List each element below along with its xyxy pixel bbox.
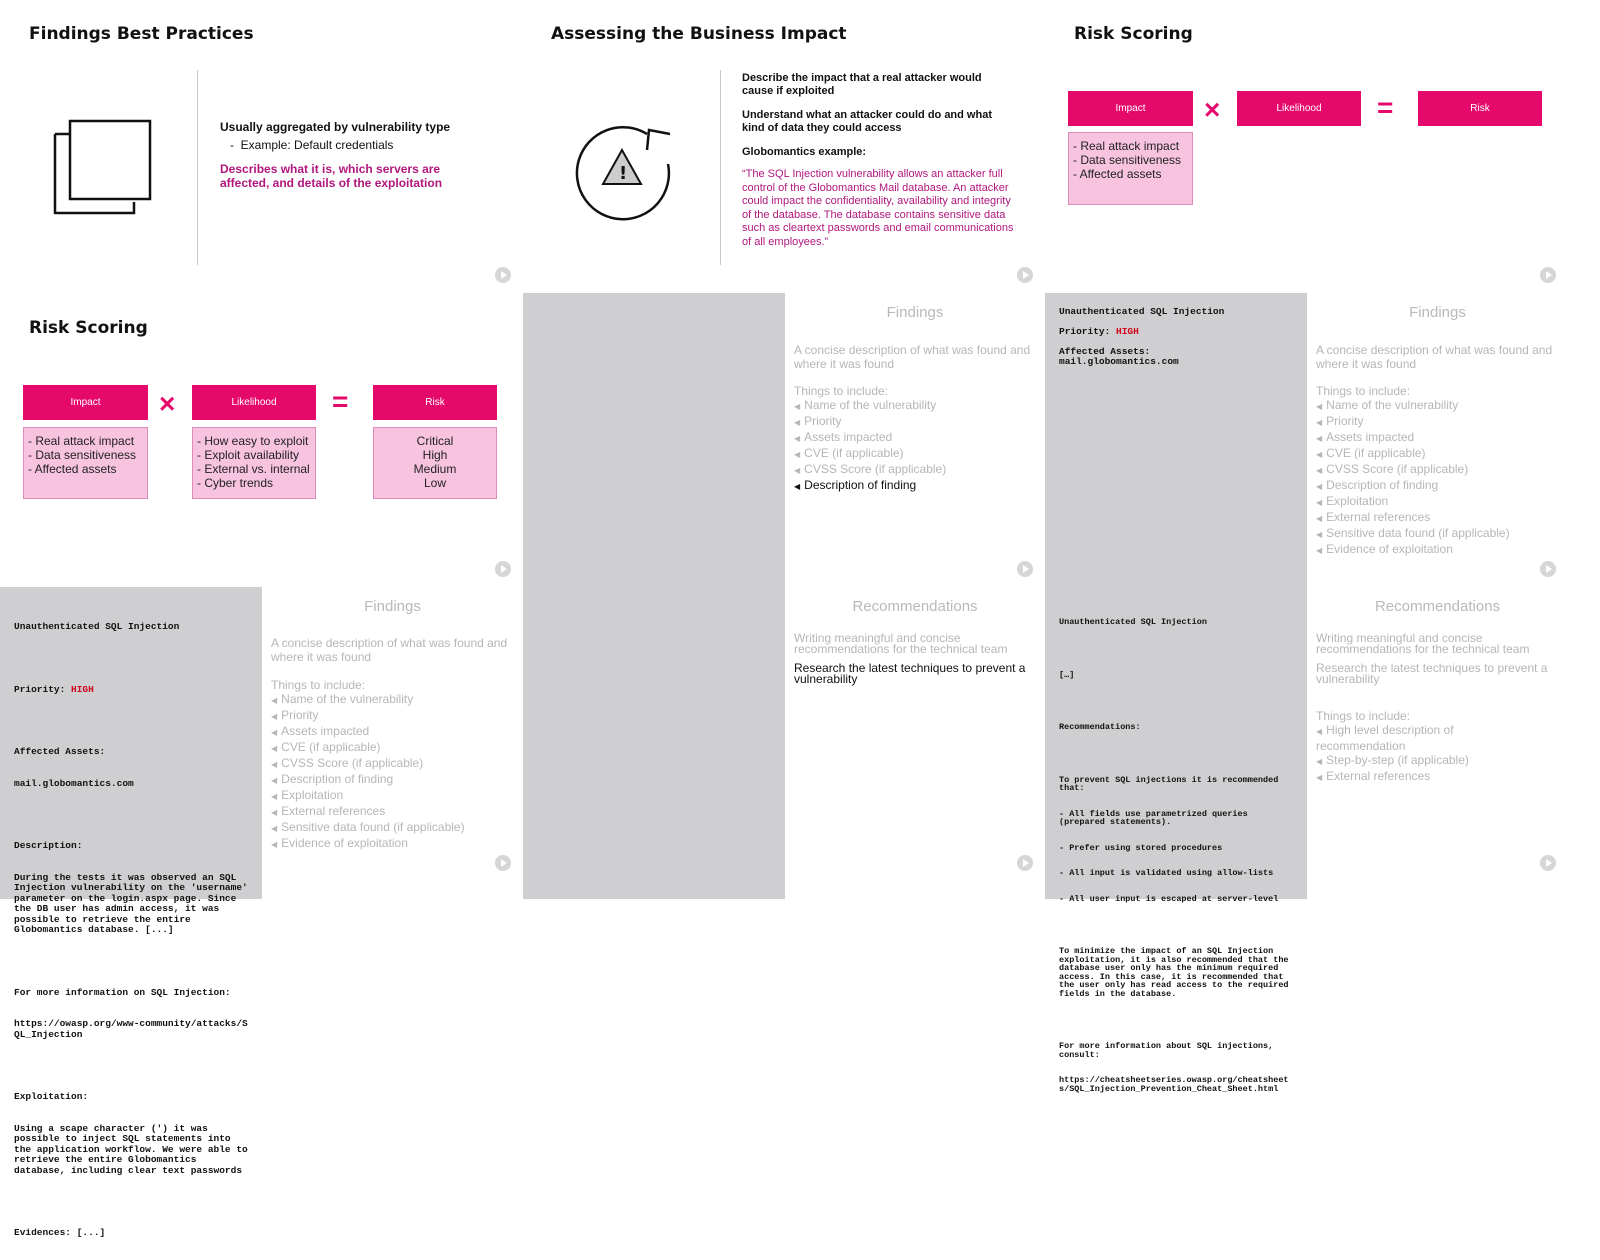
list-item-active: ◀ Description of finding (794, 478, 917, 492)
list-item-label: Description of finding (1326, 478, 1439, 492)
list-item: ◀ External references (271, 804, 386, 818)
likelihood-factors (192, 427, 316, 499)
rec-p1: Writing meaningful and concise recommendations for the technical team (1316, 631, 1530, 656)
slide-findings-best-practices (0, 0, 523, 293)
list-item: ◀ Name of the vulnerability (1316, 398, 1459, 412)
multiply-sign: × (1204, 94, 1221, 125)
list-item-label: Evidence of exploitation (1326, 542, 1453, 556)
assets-value: mail.globomantics.com (1059, 356, 1179, 367)
list-item: ◀ CVE (if applicable) (271, 740, 381, 754)
list-item-label: Name of the vulnerability (804, 398, 937, 412)
likelihood-factor: - External vs. internal (197, 462, 310, 476)
rec-item: - Prefer using stored procedures (1059, 842, 1223, 853)
list-item: ◀ Assets impacted (794, 430, 893, 444)
priority-line (1059, 327, 1139, 338)
list-item-label: CVSS Score (if applicable) (804, 462, 947, 476)
impact-factor: - Affected assets (28, 462, 117, 476)
assets-label: Affected Assets: (14, 746, 106, 757)
likelihood-factor: - How easy to exploit (197, 434, 309, 448)
list-item-label: Exploitation (1326, 494, 1389, 508)
list-item: ◀ Name of the vulnerability (794, 398, 937, 412)
list-item: ◀ Description of finding (271, 772, 394, 786)
highlight-text: Describes what it is, which servers are affected, and details of the exploitation (220, 162, 443, 190)
findings-panel (262, 587, 523, 899)
list-item: ◀ Priority (794, 414, 842, 428)
impact-factors (1068, 132, 1193, 205)
rec-p1: Writing meaningful and concise recommendations for the technical team (794, 631, 1008, 656)
include-list (1316, 398, 1510, 558)
list-item: ◀ High level description of recommendation (1316, 723, 1454, 753)
likelihood-factor: - Exploit availability (197, 448, 300, 462)
list-item: ◀ Name of the vulnerability (271, 692, 414, 706)
exploitation-text: Using a scape character (') it was possible to inject SQL statements into the application workflow. We were able to retrieve the entire Globomantics database, including clear text passwords (14, 1122, 254, 1176)
slide-title: Findings Best Practices (29, 24, 254, 44)
more-info-link[interactable]: https://owasp.org/www-community/attacks/SQL_Injection (14, 1018, 248, 1040)
code-panel-empty (523, 587, 785, 899)
list-item-label: Step-by-step (if applicable) (1326, 753, 1469, 767)
slide-risk-scoring-2 (0, 293, 523, 587)
impact-p2: Understand what an attacker could do and what kind of data they could access (742, 109, 992, 134)
list-item: ◀ CVE (if applicable) (1316, 446, 1426, 460)
warning-refresh-icon (575, 122, 675, 218)
slide-business-impact (523, 0, 1045, 293)
priority-label: Priority: (1059, 326, 1117, 337)
panel-title: Recommendations (1374, 598, 1501, 615)
list-item-label: Exploitation (281, 788, 344, 802)
risk-box: Risk (1418, 91, 1542, 126)
list-item-label: CVSS Score (if applicable) (281, 756, 424, 770)
list-item-label: CVE (if applicable) (804, 446, 904, 460)
rec-intro: To prevent SQL injections it is recommended that: (1059, 774, 1284, 793)
impact-factor: - Data sensitiveness (1073, 153, 1182, 167)
list-item: ◀ Evidence of exploitation (271, 836, 408, 850)
more-info-label: For more information about SQL injections, consult: (1059, 1041, 1279, 1060)
panel-description: A concise description of what was found and where it was found (1316, 343, 1553, 371)
list-item-label: Priority (281, 708, 319, 722)
likelihood-box: Likelihood (192, 385, 316, 420)
list-item: ◀ Step-by-step (if applicable) (1316, 753, 1469, 767)
ellipsis: […] (1059, 669, 1075, 680)
play-watermark-icon (1017, 855, 1033, 871)
panel-title: Findings (364, 598, 421, 615)
list-item-label: CVE (if applicable) (1326, 446, 1426, 460)
code-title: Unauthenticated SQL Injection (1059, 306, 1225, 317)
play-watermark-icon (495, 267, 511, 283)
assets-value: mail.globomantics.com (14, 777, 134, 789)
code-title: Unauthenticated SQL Injection (14, 621, 180, 632)
description-label: Description: (14, 840, 83, 851)
example-line: - Example: Default credentials (230, 138, 394, 152)
list-item: ◀ CVSS Score (if applicable) (271, 756, 424, 770)
include-list (271, 692, 465, 852)
equals-sign: = (1377, 92, 1394, 123)
panel-title: Findings (1409, 304, 1466, 321)
divider (197, 70, 198, 265)
equals-sign: = (332, 386, 349, 417)
impact-box: Impact (23, 385, 148, 420)
include-label: Things to include: (1316, 384, 1411, 398)
list-item: ◀ CVSS Score (if applicable) (1316, 462, 1469, 476)
slide-findings-full (0, 587, 523, 1238)
list-item-label: Description of finding (281, 772, 394, 786)
list-item-label: External references (281, 804, 386, 818)
rec-paragraph: To minimize the impact of an SQL Injection exploitation, it is also recommended that the database user only has the minimum required access. In this case, it is recommended that the user only has read access to the required fields in the database. (1059, 946, 1294, 999)
list-item-label: CVSS Score (if applicable) (1326, 462, 1469, 476)
recommendations-panel (1307, 587, 1568, 899)
priority-line (14, 685, 250, 696)
include-list (1316, 723, 1556, 785)
play-watermark-icon (1540, 855, 1556, 871)
slide-findings-description (523, 293, 1045, 587)
aggregated-heading: Usually aggregated by vulnerability type (220, 120, 451, 134)
slide-recommendations (523, 587, 1045, 899)
more-info-label: For more information on SQL Injection: (14, 986, 231, 998)
stacked-pages-icon (52, 118, 154, 216)
code-panel (1045, 293, 1307, 587)
include-label: Things to include: (1316, 709, 1411, 723)
description-text: During the tests it was observed an SQL Injection vulnerability on the 'username' parameter on the login.aspx page. Since the DB user has admin access, it was possible to retrieve the entire Globomantics database. [...] (14, 871, 254, 935)
list-item-label: Priority (804, 414, 842, 428)
code-title: Unauthenticated SQL Injection (1059, 617, 1207, 627)
risk-box: Risk (373, 385, 497, 420)
priority-value: HIGH (1116, 326, 1139, 337)
list-item-label: Name of the vulnerability (281, 692, 414, 706)
rec-item: - All input is validated using allow-lists (1059, 868, 1274, 878)
exploitation-label: Exploitation: (14, 1091, 89, 1102)
list-item-label: External references (1326, 769, 1431, 783)
impact-factor: - Real attack impact (28, 434, 135, 448)
slide-findings-code (1045, 293, 1568, 587)
list-item: ◀ Priority (271, 708, 319, 722)
play-watermark-icon (1540, 267, 1556, 283)
code-panel (1045, 587, 1307, 1094)
list-item: ◀ External references (1316, 769, 1431, 783)
include-list (794, 398, 946, 494)
play-watermark-icon (495, 561, 511, 577)
play-watermark-icon (1017, 267, 1033, 283)
risk-levels (373, 427, 497, 499)
recommendations-panel (785, 587, 1045, 899)
rec-item: - All user input is escaped at server-level (1059, 893, 1279, 904)
list-item-label: Evidence of exploitation (281, 836, 408, 850)
play-watermark-icon (495, 855, 511, 871)
divider (720, 70, 721, 265)
more-info-link[interactable]: https://cheatsheetseries.owasp.org/cheatsheets/SQL_Injection_Prevention_Cheat_Sheet.html (1059, 1075, 1289, 1094)
impact-factors (23, 427, 148, 499)
list-item: ◀ Exploitation (271, 788, 344, 802)
list-item-label: Name of the vulnerability (1326, 398, 1459, 412)
assets-label: Affected Assets: (1059, 346, 1151, 357)
panel-title: Findings (886, 304, 944, 321)
include-label: Things to include: (271, 678, 366, 692)
risk-level: High (422, 448, 448, 462)
impact-box: Impact (1068, 91, 1193, 126)
multiply-sign: × (159, 388, 176, 419)
impact-factor: - Real attack impact (1073, 139, 1180, 153)
list-item-label: Assets impacted (1326, 430, 1415, 444)
findings-panel (785, 293, 1045, 587)
list-item-label: Assets impacted (281, 724, 370, 738)
list-item: ◀ CVE (if applicable) (794, 446, 904, 460)
risk-level: Critical (416, 434, 454, 448)
example-text: Example: Default credentials (240, 138, 394, 152)
list-item: ◀ Assets impacted (1316, 430, 1415, 444)
example-quote: “The SQL Injection vulnerability allows an attacker full control of the Globomantics Mail database. An attacker could impact the confidentiality, availability and integrity of the database. The database contains sensitive data such as cleartext passwords and email communications of all employees.” (742, 168, 1014, 248)
rec-p2: Research the latest techniques to prevent a vulnerability (794, 661, 1026, 686)
rec-item: - All fields use parametrized queries (prepared statements). (1059, 808, 1253, 827)
risk-level: Low (423, 476, 446, 490)
panel-description: A concise description of what was found and where it was found (794, 343, 1031, 371)
priority-label: Priority: (14, 683, 72, 695)
include-label: Things to include: (794, 384, 889, 398)
list-item: ◀ Sensitive data found (if applicable) (1316, 526, 1510, 540)
evidences-line: Evidences: [...] (14, 1227, 106, 1238)
list-item: ◀ Exploitation (1316, 494, 1389, 508)
svg-text:!: ! (619, 163, 628, 184)
list-item-label: High level description of recommendation (1316, 723, 1454, 753)
panel-title: Recommendations (852, 598, 978, 615)
list-item: ◀ Evidence of exploitation (1316, 542, 1453, 556)
slide-risk-scoring-1 (1045, 0, 1568, 293)
list-item-label: Assets impacted (804, 430, 893, 444)
code-panel (0, 587, 262, 1238)
slide-title: Assessing the Business Impact (551, 24, 847, 44)
risk-level: Medium (413, 462, 457, 476)
list-item: ◀ Assets impacted (271, 724, 370, 738)
rec-label: Recommendations: (1059, 722, 1141, 732)
list-item-label: Description of finding (804, 478, 917, 492)
slide-title: Risk Scoring (1074, 24, 1193, 44)
list-item: ◀ Description of finding (1316, 478, 1439, 492)
code-panel-empty (523, 293, 785, 587)
likelihood-factor: - Cyber trends (197, 476, 274, 490)
slide-title: Risk Scoring (29, 318, 148, 338)
slide-recommendations-full (1045, 587, 1568, 1094)
impact-p1: Describe the impact that a real attacker would cause if exploited (742, 72, 982, 97)
rec-p2: Research the latest techniques to prevent a vulnerability (1316, 661, 1548, 686)
list-item: ◀ CVSS Score (if applicable) (794, 462, 947, 476)
list-item-label: Priority (1326, 414, 1364, 428)
panel-description: A concise description of what was found and where it was found (271, 636, 508, 664)
impact-p3: Globomantics example: (742, 146, 867, 158)
list-item: ◀ External references (1316, 510, 1431, 524)
findings-panel (1307, 293, 1568, 587)
list-item-label: Sensitive data found (if applicable) (1326, 526, 1510, 540)
likelihood-box: Likelihood (1237, 91, 1361, 126)
impact-factor: - Affected assets (1073, 167, 1162, 181)
list-item-label: External references (1326, 510, 1431, 524)
list-item: ◀ Sensitive data found (if applicable) (271, 820, 465, 834)
list-item: ◀ Priority (1316, 414, 1364, 428)
impact-factor: - Data sensitiveness (28, 448, 137, 462)
play-watermark-icon (1540, 561, 1556, 577)
play-watermark-icon (1017, 561, 1033, 577)
list-item-label: CVE (if applicable) (281, 740, 381, 754)
list-item-label: Sensitive data found (if applicable) (281, 820, 465, 834)
priority-value: HIGH (71, 683, 94, 695)
